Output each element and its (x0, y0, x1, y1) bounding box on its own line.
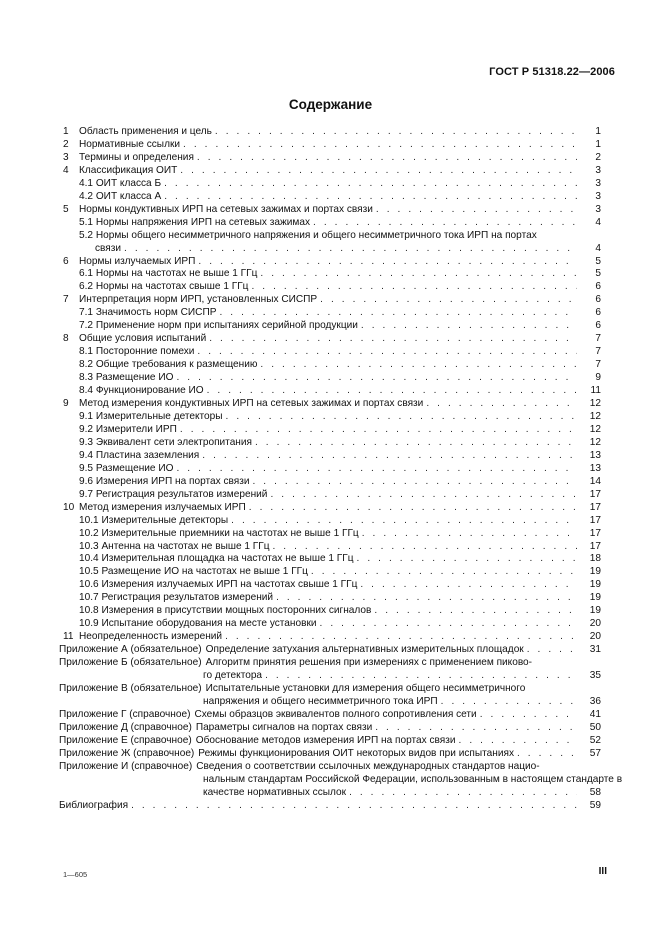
toc-entry-title: 8.4 Функционирование ИО (79, 385, 204, 397)
leader-dots (262, 670, 577, 683)
appendix-line (59, 644, 601, 657)
toc-entry-title: Метод измерения излучаемых ИРП (79, 501, 246, 513)
toc-entry (63, 398, 601, 411)
toc-entry (63, 359, 601, 372)
toc-entry-number: 4 (63, 164, 69, 176)
toc-entry-title: 10.6 Измерения излучаемых ИРП на частотах свыше 1 ГГц (79, 579, 358, 591)
toc-entry-number: 5 (63, 203, 69, 215)
leader-dots (371, 605, 577, 618)
appendix-line (59, 761, 601, 774)
leader-dots (248, 281, 577, 294)
toc-entry (63, 592, 601, 605)
leader-dots (354, 553, 577, 566)
toc-entry (63, 502, 601, 515)
toc-entry-page: 4 (595, 216, 601, 228)
standard-number: ГОСТ Р 51318.22—2006 (489, 66, 615, 78)
leader-dots (317, 618, 577, 631)
toc-entry (63, 346, 601, 359)
appendix-label: Приложение А (обязательное) (59, 644, 202, 656)
leader-dots (177, 424, 577, 437)
toc-entry-page: 4 (595, 242, 601, 254)
toc-entry (63, 178, 601, 191)
toc-entry-title: 5.2 Нормы общего несимметричного напряжения и общего несимметричного тока ИРП на портах (79, 229, 537, 241)
toc-entry (63, 605, 601, 618)
toc-entry-page: 17 (589, 540, 601, 552)
appendix-label: Приложение И (справочное) (59, 760, 193, 772)
toc-entry-number: 8 (63, 333, 69, 345)
appendix-title: напряжения и общего несимметричного тока ИРП (203, 695, 438, 707)
toc-entry (63, 139, 601, 152)
appendix-entry (59, 683, 601, 709)
leader-dots (267, 489, 577, 502)
toc-entry-page: 20 (589, 631, 601, 643)
appendix-entry (59, 709, 601, 722)
bibliography-entry (59, 800, 601, 813)
leader-dots (423, 398, 577, 411)
appendix-label: Приложение Ж (справочное) (59, 747, 195, 759)
appendix-label: Приложение Д (справочное) (59, 721, 192, 733)
toc-entry (63, 528, 601, 541)
leader-dots (246, 502, 577, 515)
toc-entry (63, 217, 601, 230)
toc-entry (63, 333, 601, 346)
toc-entry-number: 10 (63, 501, 75, 513)
toc-entry-page: 13 (589, 462, 601, 474)
leader-dots (373, 204, 577, 217)
toc-entry-number: 2 (63, 138, 69, 150)
toc-entry (63, 618, 601, 631)
appendix-page: 52 (589, 734, 601, 746)
table-of-contents (59, 126, 623, 813)
toc-entry-page: 19 (589, 592, 601, 604)
appendix-line (59, 773, 623, 787)
leader-dots (514, 748, 577, 761)
toc-entry-title: 8.2 Общие требования к размещению (79, 359, 258, 371)
appendix-page: 41 (589, 708, 601, 720)
appendix-page: 50 (589, 721, 601, 733)
toc-entry-title: 9.2 Измерители ИРП (79, 423, 177, 435)
leader-dots (273, 592, 577, 605)
toc-entry-title: Нормы излучаемых ИРП (79, 255, 196, 267)
appendix-page: 35 (589, 670, 601, 682)
toc-entry-number: 11 (63, 631, 74, 643)
appendix-page: 36 (589, 695, 601, 707)
footer-page-number: III (598, 866, 607, 877)
toc-entry-page: 20 (589, 618, 601, 630)
toc-entry-title: Классификация ОИТ (79, 164, 178, 176)
bibliography-title: Библиография (59, 799, 129, 811)
appendix-line (59, 787, 601, 800)
appendix-line (59, 709, 601, 722)
leader-dots (195, 256, 577, 269)
appendix-title: Испытательные установки для измерения общего несимметричного (205, 682, 526, 694)
toc-entry (63, 476, 601, 489)
toc-entry-title: Интерпретация норм ИРП, установленных СИСПР (79, 294, 318, 306)
leader-dots (257, 268, 577, 281)
leader-dots (357, 579, 577, 592)
toc-entry-page: 2 (595, 151, 601, 163)
leader-dots (252, 437, 577, 450)
toc-entry (63, 126, 601, 139)
leader-dots (250, 476, 578, 489)
toc-entry-title: 4.1 ОИТ класса Б (79, 177, 162, 189)
bibliography-page: 59 (589, 799, 601, 811)
appendix-title: Схемы образцов эквивалентов полного сопротивления сети (194, 708, 477, 720)
leader-dots (204, 385, 577, 398)
leader-dots (121, 243, 577, 256)
leader-dots (177, 165, 577, 178)
leader-dots (194, 346, 577, 359)
toc-entry-page: 3 (595, 190, 601, 202)
toc-entry-title: 6.1 Нормы на частотах не выше 1 ГГц (79, 268, 258, 280)
toc-entry-title: 5.1 Нормы напряжения ИРП на сетевых зажимах (79, 216, 311, 228)
leader-dots (194, 152, 577, 165)
toc-entry (63, 553, 601, 566)
appendix-line (59, 670, 601, 683)
toc-entry-title: 4.2 ОИТ класса А (79, 190, 162, 202)
appendix-entry (59, 760, 623, 800)
page-title: Содержание (288, 97, 373, 112)
toc-entry-title: 9.5 Размещение ИО (79, 462, 174, 474)
appendix-title: Параметры сигналов на портах связи (195, 721, 373, 733)
toc-entry-page: 17 (589, 501, 601, 513)
toc-entry-title: 10.7 Регистрация результатов измерений (79, 592, 274, 604)
appendix-line (59, 735, 601, 748)
toc-entry-title: 10.4 Измерительная площадка на частотах не выше 1 ГГц (79, 553, 354, 565)
toc-entry-title: 9.6 Измерения ИРП на портах связи (79, 475, 250, 487)
toc-entry-page: 1 (595, 138, 601, 150)
appendix-line (59, 657, 601, 670)
leader-dots (216, 307, 577, 320)
toc-entry-number: 7 (63, 294, 69, 306)
toc-entry-page: 3 (595, 203, 601, 215)
appendix-page: 57 (589, 747, 601, 759)
toc-entry (63, 268, 601, 281)
appendix-entry (59, 748, 601, 761)
toc-entry-page: 7 (595, 346, 601, 358)
toc-entry (63, 256, 601, 269)
toc-entry (63, 424, 601, 437)
toc-entry (63, 152, 601, 165)
toc-entry (63, 437, 601, 450)
toc-entry-title: 10.3 Антенна на частотах не выше 1 ГГц (79, 540, 270, 552)
toc-entry-title: Неопределенность измерений (79, 631, 223, 643)
appendix-page: 31 (589, 644, 601, 656)
toc-entry-title: Область применения и цель (79, 126, 212, 137)
leader-dots (199, 450, 577, 463)
appendix-label: Приложение Е (справочное) (59, 734, 192, 746)
appendix-entry (59, 657, 601, 683)
toc-entry-page: 3 (595, 164, 601, 176)
toc-entry (63, 320, 601, 333)
leader-dots (161, 178, 577, 191)
leader-dots (257, 359, 577, 372)
toc-entry-page: 19 (589, 579, 601, 591)
appendix-title: качестве нормативных ссылок (203, 786, 347, 798)
leader-dots (270, 541, 578, 554)
appendix-title: Определение затухания альтернативных измерительных площадок (205, 644, 524, 656)
toc-entry-continuation (63, 243, 601, 256)
toc-entry-title: 8.1 Посторонние помехи (79, 346, 195, 358)
appendix-title: Сведения о соответствии ссылочных международных стандартов нацио- (196, 760, 540, 772)
toc-entry-page: 9 (595, 372, 601, 384)
toc-entry (63, 566, 601, 579)
toc-entry (63, 281, 601, 294)
toc-entry-number: 3 (63, 151, 69, 163)
appendix-label: Приложение В (обязательное) (59, 682, 202, 694)
leader-dots (180, 139, 577, 152)
leader-dots (173, 463, 577, 476)
toc-entry (63, 541, 601, 554)
toc-entry-title: 9.3 Эквивалент сети электропитания (79, 436, 252, 448)
appendix-entry (59, 644, 601, 657)
toc-entry-page: 5 (595, 255, 601, 267)
toc-entry-title: 10.8 Измерения в присутствии мощных посторонних сигналов (79, 605, 372, 617)
toc-entry-page: 6 (595, 307, 601, 319)
leader-dots (206, 333, 577, 346)
appendix-line (59, 696, 601, 709)
appendix-entry (59, 735, 601, 748)
toc-entry-page: 3 (595, 177, 601, 189)
toc-entry-title: Нормативные ссылки (79, 138, 181, 150)
leader-dots (456, 735, 577, 748)
toc-entry-title: 8.3 Размещение ИО (79, 372, 174, 384)
toc-entry (63, 631, 601, 644)
toc-entry-page: 7 (595, 359, 601, 371)
toc-entry-page: 6 (595, 320, 601, 332)
appendix-line (59, 748, 601, 761)
toc-entry (63, 463, 601, 476)
leader-dots (173, 372, 577, 385)
toc-entry-page: 18 (589, 553, 601, 565)
toc-entry-page: 5 (595, 268, 601, 280)
toc-entry-page: 13 (589, 449, 601, 461)
appendix-title: Обоснование методов измерения ИРП на портах связи (195, 734, 456, 746)
toc-entry-page: 12 (589, 398, 601, 410)
leader-dots (212, 126, 577, 139)
toc-entry-title: 7.2 Применение норм при испытаниях серийной продукции (79, 320, 358, 332)
toc-entry-page: 1 (595, 126, 601, 137)
toc-entry-page: 11 (590, 385, 601, 397)
toc-entry-title: Метод измерения кондуктивных ИРП на сетевых зажимах и портах связи (79, 398, 424, 410)
leader-dots (372, 722, 577, 735)
toc-entry (63, 411, 601, 424)
toc-entry-page: 7 (595, 333, 601, 345)
toc-entry-page: 6 (595, 281, 601, 293)
leader-dots (228, 515, 577, 528)
leader-dots (310, 217, 577, 230)
appendix-title: Алгоритм принятия решения при измерениях с применением пиково- (205, 657, 533, 669)
toc-entry-page: 17 (589, 527, 601, 539)
toc-entry-number: 9 (63, 398, 69, 410)
toc-entry-title: Нормы кондуктивных ИРП на сетевых зажимах и портах связи (79, 203, 373, 215)
toc-entry-title: 6.2 Нормы на частотах свыше 1 ГГц (79, 281, 249, 293)
toc-entry-title: 9.1 Измерительные детекторы (79, 410, 223, 422)
appendix-page: 58 (589, 786, 601, 798)
leader-dots (524, 644, 577, 657)
toc-entry-number: 1 (63, 126, 69, 137)
toc-entry (63, 165, 601, 178)
appendix-title: го детектора (203, 670, 263, 682)
appendix-label: Приложение Г (справочное) (59, 708, 191, 720)
toc-entry-title: 10.2 Измерительные приемники на частотах не выше 1 ГГц (79, 527, 359, 539)
leader-dots (222, 631, 577, 644)
toc-entry-title: 7.1 Значимость норм СИСПР (79, 307, 217, 319)
leader-dots (223, 411, 577, 424)
toc-entry (63, 489, 601, 502)
toc-entry (63, 579, 601, 592)
toc-entry-page: 12 (589, 423, 601, 435)
toc-entry-page: 14 (589, 475, 601, 487)
toc-entry (63, 294, 601, 307)
toc-entry-page: 12 (589, 436, 601, 448)
toc-entry-page: 17 (589, 514, 601, 526)
toc-entry-title-continued: связи (95, 242, 122, 254)
toc-entry-title: 10.9 Испытание оборудования на месте установки (79, 618, 317, 630)
toc-entry (63, 515, 601, 528)
leader-dots (128, 800, 577, 813)
toc-entry-title: 10.5 Размещение ИО на частотах не выше 1 ГГц (79, 566, 308, 578)
leader-dots (359, 528, 577, 541)
toc-entry (63, 307, 601, 320)
toc-entry-page: 17 (589, 488, 601, 500)
leader-dots (346, 787, 577, 800)
toc-entry-page: 19 (589, 566, 601, 578)
toc-entry-page: 6 (595, 294, 601, 306)
toc-entry-title: 9.7 Регистрация результатов измерений (79, 488, 268, 500)
toc-entry (63, 204, 601, 217)
leader-dots (317, 294, 577, 307)
leader-dots (477, 709, 577, 722)
appendix-title: нальным стандартам Российской Федерации, использованным в настоящем стандарте в (203, 773, 623, 785)
toc-entry (63, 372, 601, 385)
appendix-line (59, 683, 601, 696)
toc-entry (63, 230, 601, 243)
toc-entry-title: 10.1 Измерительные детекторы (79, 514, 229, 526)
toc-entry (63, 450, 601, 463)
footer-code: 1—605 (63, 870, 88, 879)
toc-entry-number: 6 (63, 255, 69, 267)
toc-entry (63, 191, 601, 204)
toc-entry-page: 12 (589, 410, 601, 422)
appendix-label: Приложение Б (обязательное) (59, 657, 202, 669)
toc-entry-title: Термины и определения (79, 151, 194, 163)
appendix-title: Режимы функционирования ОИТ некоторых видов при испытаниях (198, 747, 514, 759)
leader-dots (438, 696, 577, 709)
appendix-entry (59, 722, 601, 735)
toc-entry-title: Общие условия испытаний (79, 333, 207, 345)
leader-dots (358, 320, 577, 333)
appendix-line (59, 722, 601, 735)
leader-dots (161, 191, 577, 204)
toc-entry-title: 9.4 Пластина заземления (79, 449, 200, 461)
toc-entry-page: 19 (589, 605, 601, 617)
toc-entry (63, 385, 601, 398)
leader-dots (308, 566, 577, 579)
